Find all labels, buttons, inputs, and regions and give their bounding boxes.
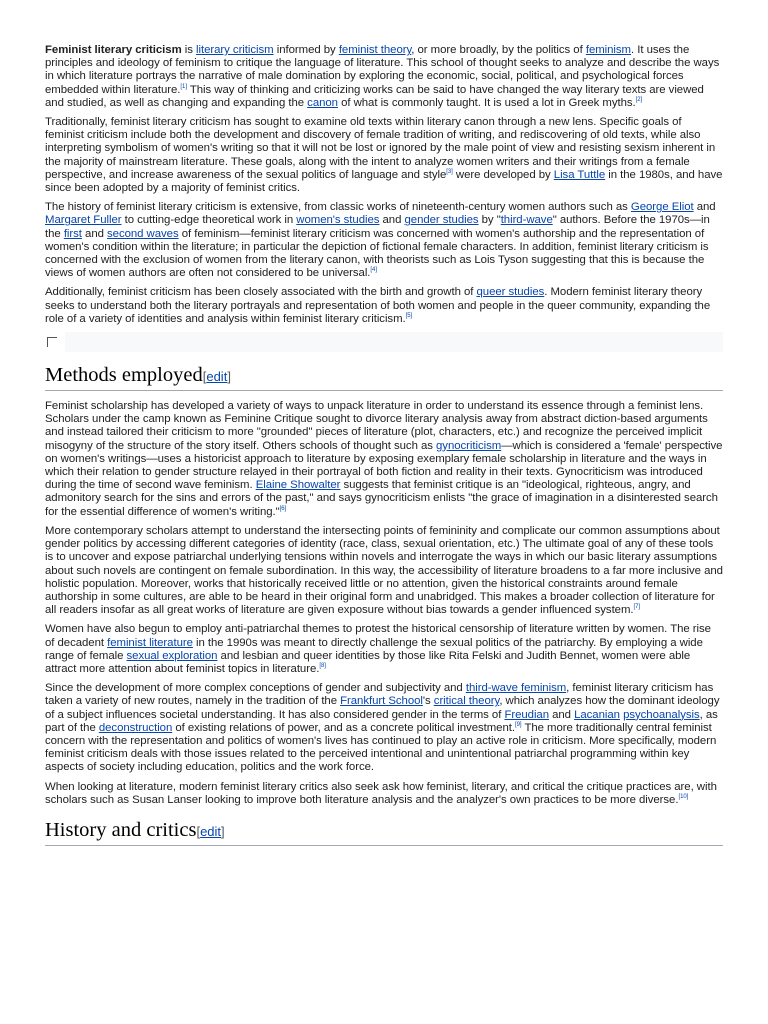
heading-text: Methods employed bbox=[45, 364, 203, 387]
intro-paragraph-1: Feminist literary criticism is literary criticism informed by feminist theory, or more broadly, by the politics of feminism. It uses the principles and ideology of feminism to critique the language of literature. This school of thought seeks to analyze and describe the ways in which literature portrays the narrative of male domination by exploring the economic, social, political, and psychological forces embedded within literature.[1] This way of thinking and criticizing works can be said to have changed the way literary texts are viewed and studied, as well as changing and expanding the canon of what is commonly taught. It is used a lot in Greek myths.[2] bbox=[45, 44, 720, 109]
citation-7[interactable]: [7] bbox=[633, 604, 641, 611]
link-feminism[interactable]: feminism bbox=[585, 44, 631, 56]
image-placeholder bbox=[45, 332, 723, 352]
citation-9[interactable]: [9] bbox=[515, 721, 522, 728]
section-heading-history bbox=[45, 819, 723, 846]
edit-link-history[interactable]: edit bbox=[200, 823, 222, 839]
link-deconstruction[interactable]: deconstruction bbox=[98, 721, 173, 734]
intro-paragraph-2: Traditionally, feminist literary criticism has sought to examine old texts within literary canon through a new lens. Specific goals of feminist criticism include both the development and discovery of female tradition of writing, and rediscovering of old texts, while also interpreting symbolism of women's writing so that it will not be lost or ignored by the male point of view and resisting sexism inherent in the majority of mainstream literature. These goals, along with the intent to analyze women writers and their writings from a female perspective, and increase awareness of the sexual politics of language and style[3] were developed by Lisa Tuttle in the 1980s, and have since been adopted by a majority of feminist critics. bbox=[45, 116, 723, 195]
intro-paragraph-3: The history of feminist literary criticism is extensive, from classic works of nineteenth-century women authors such as George Eliot and Margaret Fuller to cutting-edge theoretical work in women's studies and gender studies by "third-wave" authors. Before the 1970s—in the first and second waves of feminism—feminist literary criticism was concerned with women's authorship and the representation of women's condition within the literature; in particular the depiction of fictional female characters. In addition, feminist literary criticism is concerned with the exclusion of women from the literary canon, with theorists such as Lois Tyson suggesting that this is because the views of women authors are often not considered to be universal.[4] bbox=[45, 201, 716, 280]
edit-section: [edit] bbox=[196, 823, 225, 839]
link-critical-theory[interactable]: critical theory bbox=[433, 695, 500, 708]
link-elaine-showalter[interactable]: Elaine Showalter bbox=[255, 479, 341, 492]
link-frankfurt-school[interactable]: Frankfurt School bbox=[340, 695, 423, 708]
link-third-wave-feminism[interactable]: third-wave feminism bbox=[465, 682, 567, 695]
article-content bbox=[45, 44, 723, 855]
link-freudian[interactable]: Freudian bbox=[504, 708, 549, 721]
link-gender-studies[interactable]: gender studies bbox=[404, 214, 479, 227]
methods-paragraph-3: Women have also begun to employ anti-patriarchal themes to protest the historical censorship of literature written by women. The rise of decadent feminist literature in the 1990s was meant to directly challenge the sexual politics of the patriarchy. By employing a wide range of female sexual exploration and lesbian and queer identities by those like Rita Felski and Judith Bennet, women were able attract more attention about feminist topics in literature.[8] bbox=[45, 623, 711, 675]
citation-3[interactable]: [3] bbox=[446, 169, 453, 176]
citation-8[interactable]: [8] bbox=[319, 663, 326, 670]
broken-image-icon bbox=[45, 332, 65, 352]
intro-paragraph-4: Additionally, feminist criticism has been closely associated with the birth and growth of queer studies. Modern feminist literary theory seeks to understand both the literary portrayals and representation of both women and people in the queer community, expanding the role of a variety of identities and analysis within feminist literary criticism.[5] bbox=[45, 286, 711, 325]
methods-paragraph-1: Feminist scholarship has developed a variety of ways to unpack literature in order to understand its essence through a feminist lens. Scholars under the camp known as Feminine Critique sought to divorce literary analysis away from abstract diction-based arguments and instead tailored their criticism to more "grounded" pieces of literature (plot, characters, etc.) and recognize the perceived implicit misogyny of the structure of the story itself. Others schools of thought such as gynocriticism—which is considered a 'female' perspective on women's writings—uses a historicist approach to literature by exposing exemplary female scholarship in literature and the ways in which their relation to gender structure relayed in their portrayal of both fiction and reality in their texts. Gynocriticism was introduced during the time of second wave feminism. Elaine Showalter suggests that feminist critique is an "ideological, righteous, angry, and admonitory search for the sins and errors of the past," and says gynocriticism enlists "the grace of imagination in a disinterested search for the essential difference of women's writing."[6] bbox=[45, 400, 723, 518]
link-first-wave[interactable]: first bbox=[63, 227, 82, 240]
link-feminist-theory[interactable]: feminist theory bbox=[338, 44, 412, 56]
link-psychoanalysis[interactable]: psychoanalysis bbox=[623, 708, 700, 721]
section-heading-methods bbox=[45, 364, 723, 391]
link-second-waves[interactable]: second waves bbox=[107, 227, 179, 240]
link-womens-studies[interactable]: women's studies bbox=[296, 214, 380, 227]
link-sexual-exploration[interactable]: sexual exploration bbox=[126, 649, 218, 662]
link-feminist-literature[interactable]: feminist literature bbox=[107, 636, 193, 649]
link-lacanian[interactable]: Lacanian bbox=[574, 708, 620, 721]
link-gynocriticism[interactable]: gynocriticism bbox=[436, 439, 502, 452]
citation-4[interactable]: [4] bbox=[370, 267, 377, 274]
citation-6[interactable]: [6] bbox=[279, 505, 287, 512]
methods-paragraph-2: More contemporary scholars attempt to understand the intersecting points of femininity and complicate our common assumptions about gender politics by accessing different categories of identity (race, class, sexual orientation, etc.) The ultimate goal of any of these tools is to uncover and expose patriarchal underlying tensions within novels and interrogate the ways in which our basic literary assumptions about such novels are contingent on female subordination. In this way, the accessibility of literature broadens to a far more inclusive and holistic population. Moreover, works that historically received little or no attention, given the historical constraints around female authorship in some cultures, are able to be heard in their original form and unabridged. This makes a broader collection of literature for all readers insofar as all great works of literature are given exposure without bias towards a gender influenced system.[7] bbox=[45, 524, 723, 617]
citation-5[interactable]: [5] bbox=[405, 313, 413, 320]
heading-text: History and critics bbox=[45, 818, 197, 841]
methods-paragraph-4: Since the development of more complex conceptions of gender and subjectivity and third-wave feminism, feminist literary criticism has taken a variety of new routes, namely in the tradition of the Frankfurt School's critical theory, which analyzes how the dominant ideology of a subject influences societal understanding. It has also considered gender in the terms of Freudian and Lacanian psychoanalysis, as part of the deconstruction of existing relations of power, and as a concrete political investment.[9] The more traditionally central feminist concern with the representation and politics of women's lives has continued to play an active role in criticism. More specifically, modern feminist criticism deals with those issues related to the perceived intentional and unintentional patriarchal programming within key aspects of society including education, politics and the work force. bbox=[45, 682, 720, 774]
link-canon[interactable]: canon bbox=[307, 96, 338, 109]
link-literary-criticism[interactable]: literary criticism bbox=[196, 44, 274, 56]
edit-section: [edit] bbox=[202, 369, 231, 385]
link-queer-studies[interactable]: queer studies bbox=[476, 286, 545, 299]
citation-1[interactable]: [1] bbox=[180, 83, 187, 90]
article-subject: Feminist literary criticism bbox=[45, 44, 182, 56]
link-lisa-tuttle[interactable]: Lisa Tuttle bbox=[553, 168, 606, 181]
edit-link-methods[interactable]: edit bbox=[206, 369, 228, 385]
methods-paragraph-5: When looking at literature, modern feminist literary critics also seek ask how feminist, literary, and critical the critique practices are, with scholars such as Susan Lanser looking to improve both literature analysis and the analyzer's own practices to be more diverse.[10] bbox=[45, 780, 717, 806]
link-margaret-fuller[interactable]: Margaret Fuller bbox=[45, 214, 122, 227]
citation-2[interactable]: [2] bbox=[635, 97, 643, 104]
link-third-wave[interactable]: third-wave bbox=[500, 214, 553, 227]
citation-10[interactable]: [10] bbox=[678, 793, 689, 800]
link-george-eliot[interactable]: George Eliot bbox=[630, 201, 694, 214]
